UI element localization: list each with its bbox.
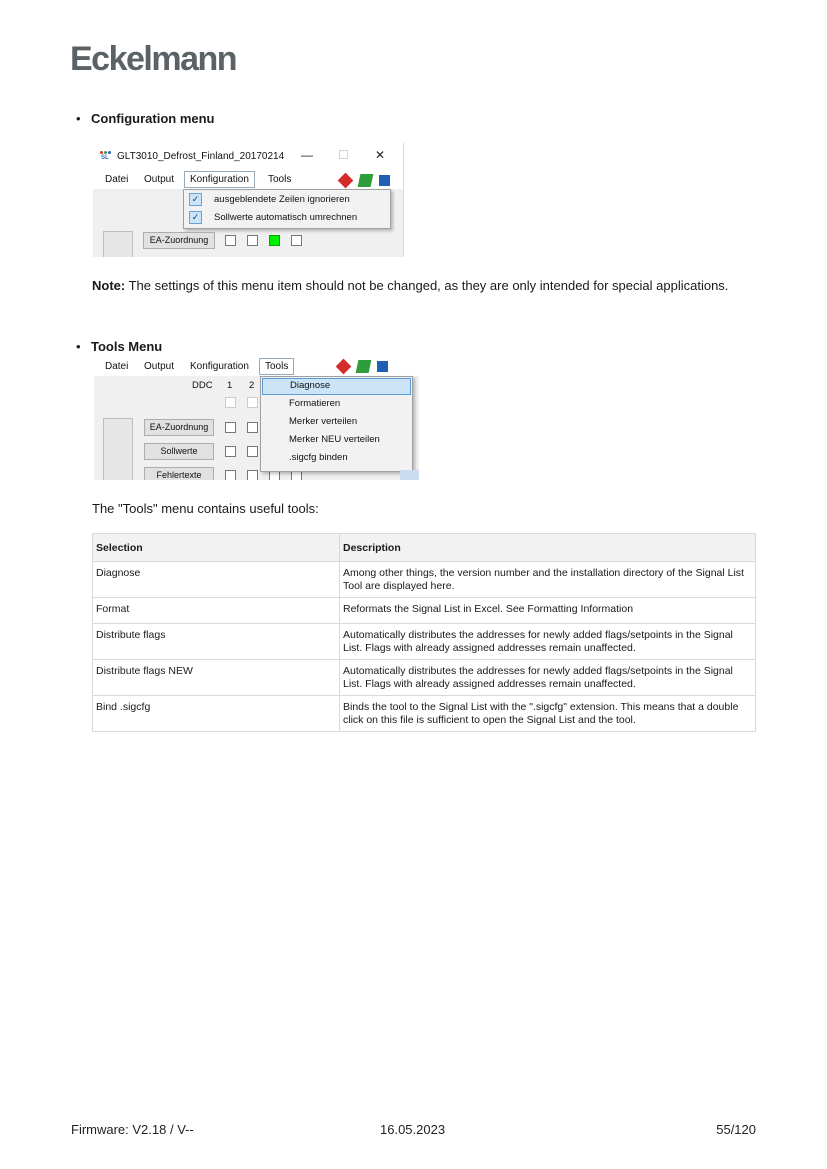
tools-menu-screenshot (94, 356, 419, 480)
description-cell: Reformats the Signal List in Excel. See Formatting Information (340, 598, 756, 624)
maximize-icon[interactable]: ☐ (338, 148, 349, 162)
selection-cell: Distribute flags NEW (93, 660, 340, 696)
configuration-menu-screenshot (93, 143, 404, 257)
selection-cell: Distribute flags (93, 624, 340, 660)
side-panel (103, 418, 133, 480)
menu-item-merker-neu-verteilen[interactable]: Merker NEU verteilen (289, 434, 380, 445)
app-icon: SL (100, 151, 112, 163)
table-header-row (93, 534, 756, 562)
bullet-marker: • (76, 111, 81, 126)
menu-item-diagnose[interactable]: Diagnose (262, 378, 411, 395)
menu-item-formatieren[interactable]: Formatieren (289, 398, 341, 409)
ea-zuordnung-button[interactable]: EA-Zuordnung (144, 419, 214, 436)
selection-cell: Bind .sigcfg (93, 696, 340, 732)
checkbox[interactable] (225, 446, 236, 457)
checkbox[interactable] (225, 235, 236, 246)
ea-zuordnung-button[interactable]: EA-Zuordnung (143, 232, 215, 249)
window-title: GLT3010_Defrost_Finland_20170214 (117, 151, 285, 162)
menu-konfiguration[interactable]: Konfiguration (190, 361, 249, 372)
green-swatch-icon (356, 360, 372, 373)
header-description: Description (340, 534, 756, 562)
checkbox[interactable] (225, 422, 236, 433)
menu-output[interactable]: Output (144, 174, 175, 185)
menu-tools[interactable]: Tools (268, 174, 292, 185)
red-swatch-icon (336, 359, 352, 375)
table-row (93, 696, 756, 732)
footer-firmware: Firmware: V2.18 / V-- (71, 1122, 194, 1137)
green-swatch-icon (358, 174, 374, 187)
table-row (93, 660, 756, 696)
blue-swatch-icon (377, 361, 388, 372)
menu-bar (94, 356, 419, 376)
note-label: Note: (92, 278, 126, 293)
menu-output[interactable]: Output (144, 361, 175, 372)
checkbox[interactable] (247, 446, 258, 457)
blue-swatch-icon (379, 175, 390, 186)
column-2-label: 2 (249, 380, 255, 391)
table-row (93, 624, 756, 660)
menu-datei[interactable]: Datei (105, 361, 129, 372)
window-titlebar (93, 143, 403, 171)
description-cell: Among other things, the version number and the installation directory of the Signal List Tool are displayed here. (340, 562, 756, 598)
menu-item-ignore-hidden-rows[interactable]: ✓ ausgeblendete Zeilen ignorieren (184, 192, 390, 209)
active-indicator (269, 235, 280, 246)
checkmark-icon: ✓ (189, 211, 202, 224)
menu-tools[interactable]: Tools (259, 358, 294, 375)
table-row (93, 598, 756, 624)
menu-item-convert-setpoints[interactable]: ✓ Sollwerte automatisch umrechnen (184, 210, 390, 227)
menu-konfiguration[interactable]: Konfiguration (184, 171, 255, 188)
konfiguration-dropdown (183, 189, 391, 229)
checkbox[interactable] (247, 470, 258, 480)
checkbox[interactable] (247, 235, 258, 246)
config-menu-heading-text: Configuration menu (91, 111, 215, 126)
selection-cell: Format (93, 598, 340, 624)
ddc-label: DDC (192, 380, 213, 391)
table-row (93, 562, 756, 598)
eckelmann-logo: Eckelmann (70, 40, 237, 78)
tools-dropdown (260, 376, 413, 472)
checkbox[interactable] (247, 397, 258, 408)
sollwerte-button[interactable]: Sollwerte (144, 443, 214, 460)
tools-intro-text: The "Tools" menu contains useful tools: (92, 501, 319, 516)
column-1-label: 1 (227, 380, 233, 391)
description-cell: Binds the tool to the Signal List with the ".sigcfg" extension. This means that a double click on this file is sufficient to open the Signal List and the tool. (340, 696, 756, 732)
checkmark-icon: ✓ (189, 193, 202, 206)
close-icon[interactable]: ✕ (375, 148, 386, 162)
red-swatch-icon (338, 173, 354, 189)
bullet-marker: • (76, 339, 81, 354)
menu-item-sigcfg-binden[interactable]: .sigcfg binden (289, 452, 348, 463)
footer-date: 16.05.2023 (380, 1122, 446, 1137)
checkbox[interactable] (225, 470, 236, 480)
tools-table (92, 533, 756, 732)
tools-menu-heading (76, 339, 162, 354)
note-text: The settings of this menu item should not be changed, as they are only intended for special applications. (125, 278, 729, 293)
minimize-icon[interactable]: — (301, 148, 313, 162)
footer-page-number: 55/120 (716, 1122, 756, 1137)
checkbox[interactable] (247, 422, 258, 433)
background-window-edge (400, 470, 419, 480)
header-selection: Selection (93, 534, 340, 562)
description-cell: Automatically distributes the addresses for newly added flags/setpoints in the Signal List. Flags with already assigned addresses remain unaffected. (340, 624, 756, 660)
checkbox[interactable] (291, 235, 302, 246)
menu-item-merker-verteilen[interactable]: Merker verteilen (289, 416, 358, 427)
tools-menu-heading-text: Tools Menu (91, 339, 163, 354)
menu-bar (93, 171, 403, 189)
fehlertexte-button[interactable]: Fehlertexte (144, 467, 214, 480)
side-panel (103, 231, 133, 257)
selection-cell: Diagnose (93, 562, 340, 598)
config-menu-heading (76, 111, 215, 126)
menu-datei[interactable]: Datei (105, 174, 129, 185)
checkbox[interactable] (225, 397, 236, 408)
note-paragraph (92, 277, 732, 294)
description-cell: Automatically distributes the addresses for newly added flags/setpoints in the Signal List. Flags with already assigned addresses remain unaffected. (340, 660, 756, 696)
